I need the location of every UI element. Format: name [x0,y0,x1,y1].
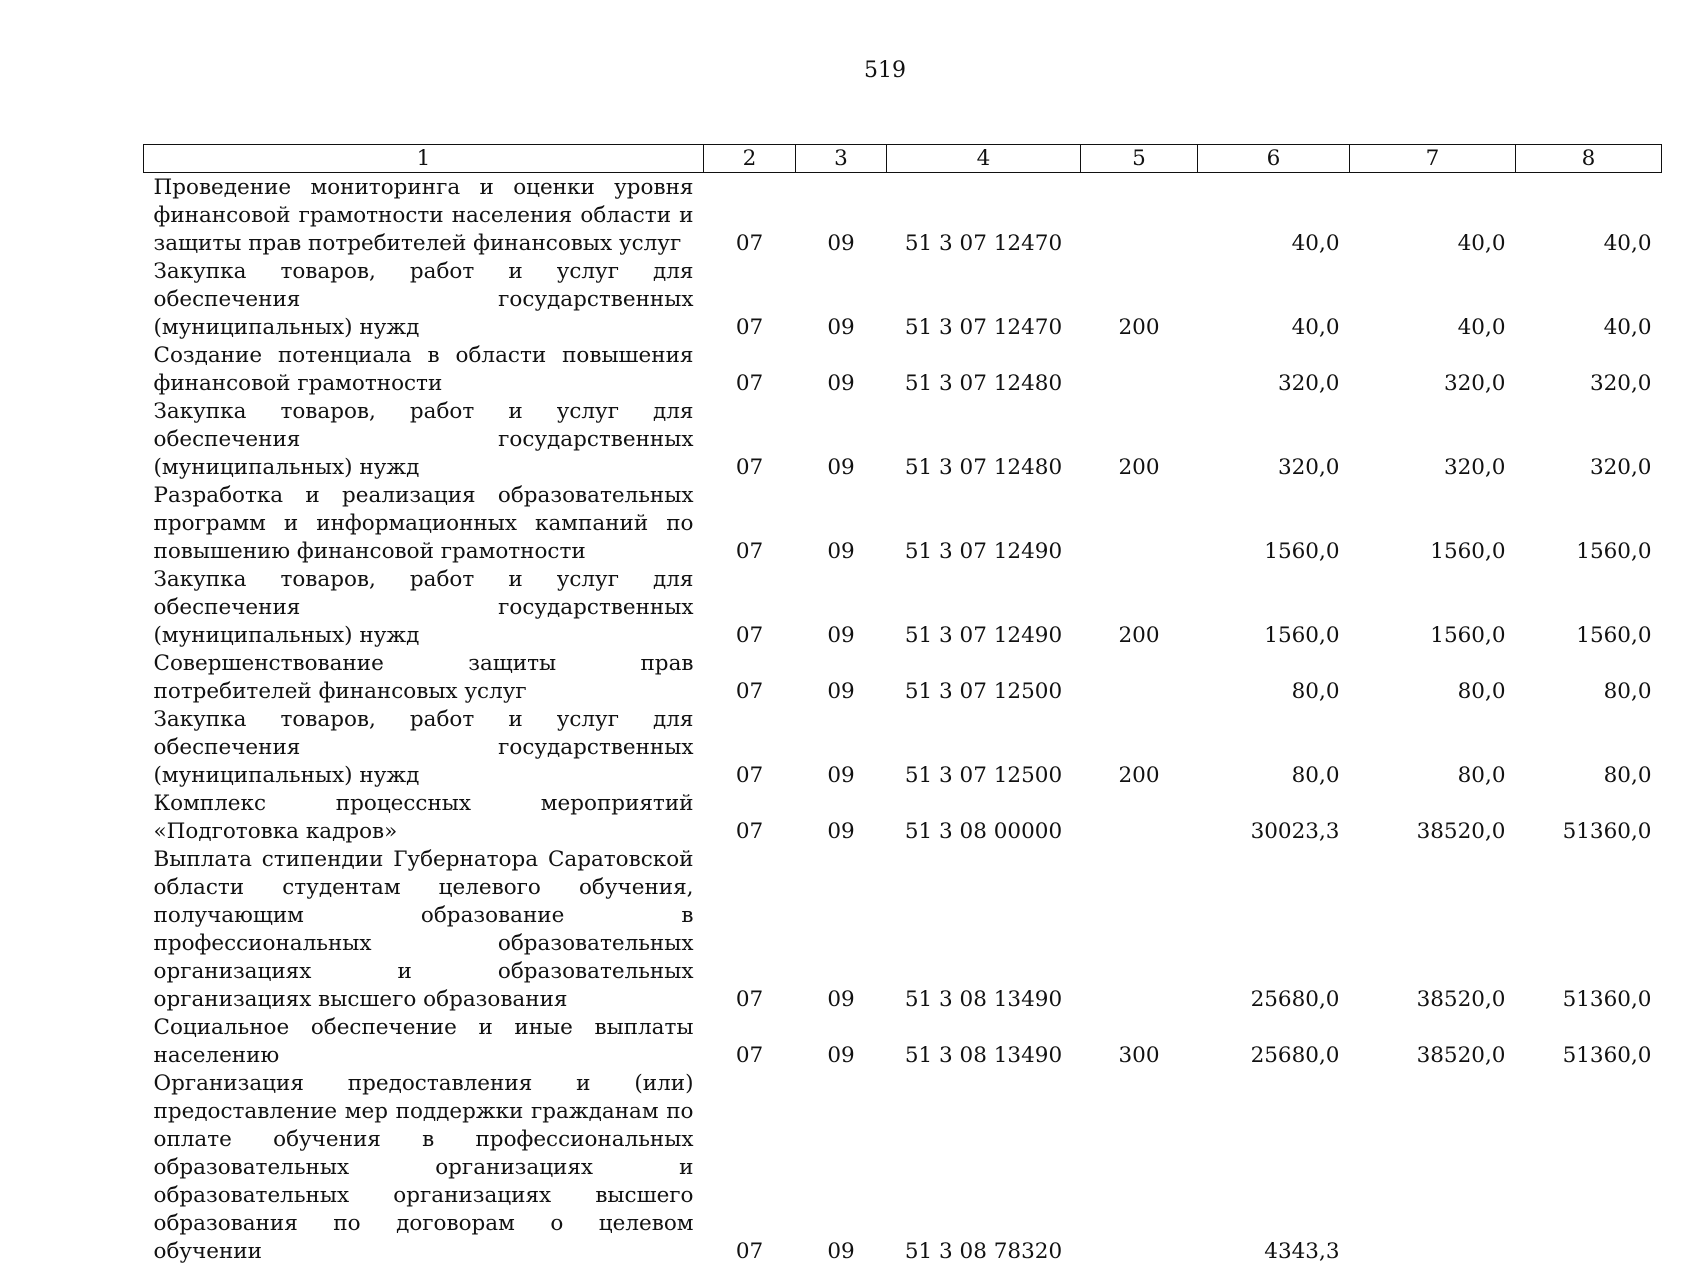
row-section: 07 [704,482,796,566]
table-row [144,846,1662,1014]
row-name: Закупка товаров, работ и услуг для обеспечения государственных (муниципальных) нужд [144,258,704,342]
row-amount-year-3: 1560,0 [1516,566,1662,650]
row-amount-year-2: 320,0 [1350,398,1516,482]
row-name: Разработка и реализация образовательных программ и информационных кампаний по повышению финансовой грамотности [144,482,704,566]
row-section: 07 [704,1014,796,1070]
column-header-subsection: 3 [796,145,887,173]
row-expense-type: 200 [1081,706,1198,790]
row-name: Совершенствование защиты прав потребителей финансовых услуг [144,650,704,706]
row-amount-year-2: 40,0 [1350,258,1516,342]
row-subsection: 09 [796,342,887,398]
row-amount-year-1: 4343,3 [1198,1070,1350,1266]
row-amount-year-1: 40,0 [1198,173,1350,259]
row-amount-year-3: 40,0 [1516,258,1662,342]
row-target-article: 51 3 07 12490 [887,482,1081,566]
row-amount-year-2: 40,0 [1350,173,1516,259]
row-expense-type [1081,173,1198,259]
row-amount-year-3: 80,0 [1516,650,1662,706]
row-amount-year-2: 1560,0 [1350,566,1516,650]
row-name: Закупка товаров, работ и услуг для обеспечения государственных (муниципальных) нужд [144,566,704,650]
table-row [144,706,1662,790]
row-subsection: 09 [796,566,887,650]
table-row [144,566,1662,650]
table-row [144,342,1662,398]
row-subsection: 09 [796,173,887,259]
row-name: Социальное обеспечение и иные выплаты населению [144,1014,704,1070]
row-target-article: 51 3 07 12500 [887,706,1081,790]
budget-table [143,144,1662,1266]
column-header-year-1: 6 [1198,145,1350,173]
row-amount-year-2 [1350,1070,1516,1266]
row-amount-year-2: 38520,0 [1350,790,1516,846]
row-target-article: 51 3 08 78320 [887,1070,1081,1266]
row-amount-year-2: 1560,0 [1350,482,1516,566]
row-name: Закупка товаров, работ и услуг для обеспечения государственных (муниципальных) нужд [144,706,704,790]
row-target-article: 51 3 08 00000 [887,790,1081,846]
row-subsection: 09 [796,398,887,482]
table-row [144,258,1662,342]
row-expense-type [1081,1070,1198,1266]
row-amount-year-1: 80,0 [1198,650,1350,706]
row-amount-year-1: 1560,0 [1198,482,1350,566]
row-expense-type: 200 [1081,566,1198,650]
row-amount-year-3: 51360,0 [1516,1014,1662,1070]
column-header-expense-type: 5 [1081,145,1198,173]
row-amount-year-3: 320,0 [1516,398,1662,482]
row-amount-year-1: 30023,3 [1198,790,1350,846]
row-amount-year-2: 80,0 [1350,650,1516,706]
row-amount-year-3: 1560,0 [1516,482,1662,566]
row-amount-year-1: 320,0 [1198,398,1350,482]
table-row [144,650,1662,706]
column-header-target-article: 4 [887,145,1081,173]
row-subsection: 09 [796,482,887,566]
row-amount-year-1: 25680,0 [1198,846,1350,1014]
row-section: 07 [704,706,796,790]
row-section: 07 [704,1070,796,1266]
row-target-article: 51 3 07 12480 [887,398,1081,482]
table-row [144,398,1662,482]
row-target-article: 51 3 07 12470 [887,173,1081,259]
row-amount-year-2: 80,0 [1350,706,1516,790]
row-amount-year-1: 40,0 [1198,258,1350,342]
row-expense-type [1081,846,1198,1014]
row-amount-year-2: 38520,0 [1350,1014,1516,1070]
row-amount-year-1: 25680,0 [1198,1014,1350,1070]
row-target-article: 51 3 07 12500 [887,650,1081,706]
row-name: Организация предоставления и (или) предоставление мер поддержки гражданам по оплате обучения в профессиональных образовательных организациях и образовательных организациях высшего образования по договорам о целевом обучении [144,1070,704,1266]
row-section: 07 [704,650,796,706]
row-name: Комплекс процессных мероприятий «Подготовка кадров» [144,790,704,846]
row-name: Выплата стипендии Губернатора Саратовской области студентам целевого обучения, получающим образование в профессиональных образовательных организациях и образовательных организациях высшего образования [144,846,704,1014]
row-section: 07 [704,173,796,259]
row-subsection: 09 [796,1070,887,1266]
table-row [144,1014,1662,1070]
row-expense-type: 200 [1081,258,1198,342]
row-subsection: 09 [796,706,887,790]
row-section: 07 [704,790,796,846]
row-name: Проведение мониторинга и оценки уровня финансовой грамотности населения области и защиты прав потребителей финансовых услуг [144,173,704,259]
column-header-year-3: 8 [1516,145,1662,173]
row-expense-type [1081,482,1198,566]
row-target-article: 51 3 08 13490 [887,1014,1081,1070]
row-subsection: 09 [796,650,887,706]
row-amount-year-2: 38520,0 [1350,846,1516,1014]
row-amount-year-2: 320,0 [1350,342,1516,398]
row-section: 07 [704,258,796,342]
row-amount-year-1: 80,0 [1198,706,1350,790]
row-target-article: 51 3 07 12480 [887,342,1081,398]
column-header-section: 2 [704,145,796,173]
row-section: 07 [704,398,796,482]
row-amount-year-3: 51360,0 [1516,846,1662,1014]
table-row [144,1070,1662,1266]
column-header-year-2: 7 [1350,145,1516,173]
row-expense-type [1081,342,1198,398]
row-expense-type [1081,650,1198,706]
row-amount-year-3: 40,0 [1516,173,1662,259]
row-expense-type: 300 [1081,1014,1198,1070]
table-row [144,482,1662,566]
page-number: 519 [0,58,1697,83]
column-header-name: 1 [144,145,704,173]
row-subsection: 09 [796,258,887,342]
row-amount-year-1: 1560,0 [1198,566,1350,650]
row-amount-year-3: 320,0 [1516,342,1662,398]
row-amount-year-3: 51360,0 [1516,790,1662,846]
row-name: Закупка товаров, работ и услуг для обеспечения государственных (муниципальных) нужд [144,398,704,482]
table-row [144,173,1662,259]
table-body [144,173,1662,1266]
row-target-article: 51 3 08 13490 [887,846,1081,1014]
row-section: 07 [704,566,796,650]
row-section: 07 [704,846,796,1014]
row-subsection: 09 [796,846,887,1014]
row-name: Создание потенциала в области повышения финансовой грамотности [144,342,704,398]
row-expense-type [1081,790,1198,846]
row-target-article: 51 3 07 12490 [887,566,1081,650]
row-amount-year-1: 320,0 [1198,342,1350,398]
row-amount-year-3: 80,0 [1516,706,1662,790]
column-number-header-row [144,145,1662,173]
row-subsection: 09 [796,1014,887,1070]
row-amount-year-3 [1516,1070,1662,1266]
table-row [144,790,1662,846]
row-target-article: 51 3 07 12470 [887,258,1081,342]
row-subsection: 09 [796,790,887,846]
row-expense-type: 200 [1081,398,1198,482]
row-section: 07 [704,342,796,398]
